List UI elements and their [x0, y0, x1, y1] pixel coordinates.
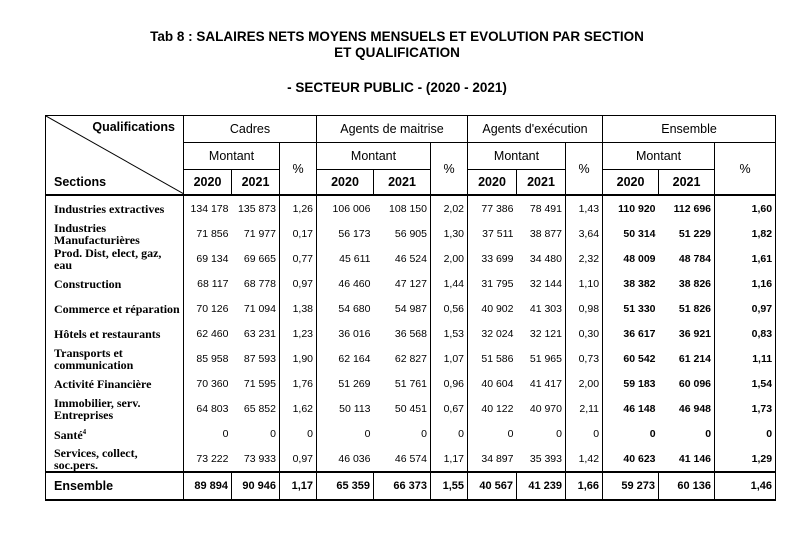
amount-cell-maitrise: 46 460: [317, 271, 374, 296]
amount-cell-execution: 32 024: [468, 321, 517, 346]
section-label: Transports et communication: [54, 346, 134, 371]
amount-cell-execution: 33 699: [468, 246, 517, 271]
percent-cell-maitrise: 0,96: [431, 371, 468, 396]
amount-cell-execution: 32 121: [517, 321, 566, 346]
section-name: [46, 472, 184, 500]
amount-cell-ensemble: 60 096: [659, 371, 715, 396]
amount-cell-ensemble: 38 382: [603, 271, 659, 296]
amount-cell-execution: 77 386: [468, 195, 517, 221]
qualifications-label: Qualifications: [92, 120, 175, 134]
amount-cell-execution: 40 567: [468, 472, 517, 500]
amount-cell-ensemble: 112 696: [659, 195, 715, 221]
total-row: [46, 472, 776, 500]
percent-cell-execution: 0,30: [566, 321, 603, 346]
percent-header: %: [280, 143, 317, 196]
amount-cell-maitrise: 0: [317, 421, 374, 446]
section-name: [46, 371, 184, 396]
group-header-cadres: Cadres: [184, 116, 317, 143]
amount-cell-cadres: 0: [184, 421, 232, 446]
table-row: [46, 296, 776, 321]
amount-cell-maitrise: 106 006: [317, 195, 374, 221]
amount-cell-execution: 41 417: [517, 371, 566, 396]
montant-header: Montant: [468, 143, 566, 170]
percent-cell-maitrise: 1,53: [431, 321, 468, 346]
amount-cell-ensemble: 60 542: [603, 346, 659, 371]
percent-cell-cadres: 1,38: [280, 296, 317, 321]
year-header: 2021: [517, 170, 566, 196]
percent-cell-execution: 3,64: [566, 221, 603, 246]
section-label: Commerce et réparation: [54, 301, 180, 316]
amount-cell-maitrise: 54 987: [374, 296, 431, 321]
table-row: [46, 246, 776, 271]
montant-header: Montant: [603, 143, 715, 170]
amount-cell-cadres: 73 933: [232, 446, 280, 472]
table-row: [46, 195, 776, 221]
amount-cell-execution: 51 965: [517, 346, 566, 371]
year-header: 2021: [232, 170, 280, 196]
amount-cell-execution: 41 303: [517, 296, 566, 321]
amount-cell-ensemble: 36 617: [603, 321, 659, 346]
percent-cell-cadres: 0,77: [280, 246, 317, 271]
amount-cell-execution: 0: [517, 421, 566, 446]
percent-cell-execution: 1,66: [566, 472, 603, 500]
amount-cell-ensemble: 38 826: [659, 271, 715, 296]
section-label: Santé: [54, 428, 83, 442]
table-row: [46, 271, 776, 296]
percent-cell-maitrise: 1,07: [431, 346, 468, 371]
amount-cell-execution: 41 239: [517, 472, 566, 500]
corner-header: [46, 116, 184, 196]
percent-cell-cadres: 0: [280, 421, 317, 446]
amount-cell-cadres: 68 117: [184, 271, 232, 296]
section-label: Construction: [54, 276, 122, 291]
percent-cell-maitrise: 2,02: [431, 195, 468, 221]
section-label: Services, collect, soc.pers.: [54, 446, 138, 472]
amount-cell-execution: 78 491: [517, 195, 566, 221]
percent-cell-execution: 0,73: [566, 346, 603, 371]
amount-cell-cadres: 64 803: [184, 396, 232, 421]
amount-cell-ensemble: 51 826: [659, 296, 715, 321]
section-name: [46, 296, 184, 321]
table-row: [46, 321, 776, 346]
amount-cell-cadres: 0: [232, 421, 280, 446]
amount-cell-cadres: 73 222: [184, 446, 232, 472]
amount-cell-maitrise: 62 827: [374, 346, 431, 371]
sections-label: Sections: [54, 175, 107, 189]
percent-cell-ensemble: 0,83: [715, 321, 776, 346]
percent-cell-maitrise: 0,56: [431, 296, 468, 321]
amount-cell-maitrise: 56 173: [317, 221, 374, 246]
table-title: Tab 8 : SALAIRES NETS MOYENS MENSUELS ET EVOLUTION PAR SECTION: [150, 29, 644, 44]
percent-cell-maitrise: 2,00: [431, 246, 468, 271]
amount-cell-maitrise: 66 373: [374, 472, 431, 500]
section-name: [46, 271, 184, 296]
section-name: [46, 446, 184, 472]
amount-cell-ensemble: 59 183: [603, 371, 659, 396]
section-label: Prod. Dist, elect, gaz, eau: [54, 246, 162, 271]
amount-cell-maitrise: 36 016: [317, 321, 374, 346]
percent-cell-maitrise: 1,30: [431, 221, 468, 246]
amount-cell-ensemble: 60 136: [659, 472, 715, 500]
amount-cell-ensemble: 51 330: [603, 296, 659, 321]
amount-cell-ensemble: 41 146: [659, 446, 715, 472]
percent-cell-cadres: 0,97: [280, 446, 317, 472]
section-name: [46, 246, 184, 271]
group-header-maitrise: Agents de maitrise: [317, 116, 468, 143]
percent-header: %: [566, 143, 603, 196]
group-header-ensemble: Ensemble: [603, 116, 776, 143]
amount-cell-ensemble: 46 948: [659, 396, 715, 421]
percent-cell-ensemble: 1,54: [715, 371, 776, 396]
amount-cell-cadres: 135 873: [232, 195, 280, 221]
amount-cell-ensemble: 59 273: [603, 472, 659, 500]
amount-cell-ensemble: 0: [603, 421, 659, 446]
montant-header: Montant: [184, 143, 280, 170]
amount-cell-maitrise: 46 036: [317, 446, 374, 472]
amount-cell-ensemble: 48 784: [659, 246, 715, 271]
amount-cell-maitrise: 45 611: [317, 246, 374, 271]
amount-cell-maitrise: 65 359: [317, 472, 374, 500]
percent-cell-cadres: 1,17: [280, 472, 317, 500]
percent-cell-cadres: 1,90: [280, 346, 317, 371]
percent-cell-ensemble: 1,60: [715, 195, 776, 221]
amount-cell-maitrise: 36 568: [374, 321, 431, 346]
percent-cell-maitrise: 1,55: [431, 472, 468, 500]
amount-cell-execution: 32 144: [517, 271, 566, 296]
amount-cell-execution: 40 970: [517, 396, 566, 421]
percent-cell-cadres: 1,23: [280, 321, 317, 346]
amount-cell-cadres: 69 665: [232, 246, 280, 271]
amount-cell-ensemble: 110 920: [603, 195, 659, 221]
table-row: [46, 421, 776, 446]
amount-cell-ensemble: 36 921: [659, 321, 715, 346]
amount-cell-cadres: 90 946: [232, 472, 280, 500]
percent-header: %: [715, 143, 776, 196]
amount-cell-maitrise: 50 113: [317, 396, 374, 421]
percent-cell-execution: 2,32: [566, 246, 603, 271]
table-subtitle: - SECTEUR PUBLIC - (2020 - 2021): [287, 80, 507, 95]
percent-cell-cadres: 0,17: [280, 221, 317, 246]
percent-cell-execution: 2,11: [566, 396, 603, 421]
amount-cell-maitrise: 108 150: [374, 195, 431, 221]
amount-cell-execution: 38 877: [517, 221, 566, 246]
amount-cell-execution: 35 393: [517, 446, 566, 472]
percent-cell-execution: 0: [566, 421, 603, 446]
percent-cell-cadres: 1,62: [280, 396, 317, 421]
table-body: [46, 195, 776, 500]
amount-cell-execution: 40 604: [468, 371, 517, 396]
percent-cell-ensemble: 1,16: [715, 271, 776, 296]
amount-cell-maitrise: 56 905: [374, 221, 431, 246]
section-label: Hôtels et restaurants: [54, 326, 161, 341]
amount-cell-ensemble: 51 229: [659, 221, 715, 246]
section-name: [46, 421, 184, 446]
table-title-line2: ET QUALIFICATION: [334, 45, 460, 60]
section-label: Industries Manufacturières: [54, 221, 140, 246]
amount-cell-cadres: 89 894: [184, 472, 232, 500]
percent-header: %: [431, 143, 468, 196]
table-row: [46, 446, 776, 472]
amount-cell-cadres: 71 977: [232, 221, 280, 246]
percent-cell-execution: 1,43: [566, 195, 603, 221]
amount-cell-cadres: 70 360: [184, 371, 232, 396]
group-header-execution: Agents d'exécution: [468, 116, 603, 143]
section-name: [46, 396, 184, 421]
percent-cell-ensemble: 1,73: [715, 396, 776, 421]
amount-cell-cadres: 65 852: [232, 396, 280, 421]
amount-cell-cadres: 71 856: [184, 221, 232, 246]
percent-cell-execution: 2,00: [566, 371, 603, 396]
table-row: [46, 396, 776, 421]
percent-cell-ensemble: 1,46: [715, 472, 776, 500]
amount-cell-cadres: 62 460: [184, 321, 232, 346]
amount-cell-cadres: 71 094: [232, 296, 280, 321]
section-label: Ensemble: [54, 479, 114, 493]
amount-cell-maitrise: 47 127: [374, 271, 431, 296]
amount-cell-ensemble: 50 314: [603, 221, 659, 246]
header-row-groups: [46, 116, 776, 143]
percent-cell-execution: 0,98: [566, 296, 603, 321]
amount-cell-ensemble: 40 623: [603, 446, 659, 472]
table-row: [46, 371, 776, 396]
year-header: 2021: [659, 170, 715, 196]
percent-cell-ensemble: 1,61: [715, 246, 776, 271]
percent-cell-execution: 1,42: [566, 446, 603, 472]
amount-cell-cadres: 70 126: [184, 296, 232, 321]
amount-cell-maitrise: 54 680: [317, 296, 374, 321]
amount-cell-ensemble: 46 148: [603, 396, 659, 421]
percent-cell-maitrise: 1,44: [431, 271, 468, 296]
amount-cell-maitrise: 0: [374, 421, 431, 446]
percent-cell-maitrise: 0,67: [431, 396, 468, 421]
year-header: 2020: [184, 170, 232, 196]
amount-cell-maitrise: 50 451: [374, 396, 431, 421]
section-label: Immobilier, serv. Entreprises: [54, 396, 141, 421]
year-header: 2020: [468, 170, 517, 196]
percent-cell-ensemble: 1,11: [715, 346, 776, 371]
percent-cell-execution: 1,10: [566, 271, 603, 296]
amount-cell-maitrise: 46 524: [374, 246, 431, 271]
amount-cell-execution: 51 586: [468, 346, 517, 371]
amount-cell-execution: 34 480: [517, 246, 566, 271]
amount-cell-maitrise: 51 761: [374, 371, 431, 396]
section-name: [46, 195, 184, 221]
section-name: [46, 346, 184, 371]
amount-cell-execution: 40 122: [468, 396, 517, 421]
amount-cell-execution: 40 902: [468, 296, 517, 321]
year-header: 2020: [317, 170, 374, 196]
amount-cell-cadres: 134 178: [184, 195, 232, 221]
amount-cell-ensemble: 48 009: [603, 246, 659, 271]
amount-cell-execution: 0: [468, 421, 517, 446]
amount-cell-cadres: 69 134: [184, 246, 232, 271]
section-label: Industries extractives: [54, 201, 165, 216]
amount-cell-cadres: 68 778: [232, 271, 280, 296]
salary-table: [45, 115, 776, 501]
amount-cell-maitrise: 46 574: [374, 446, 431, 472]
section-name: [46, 321, 184, 346]
amount-cell-cadres: 87 593: [232, 346, 280, 371]
montant-header: Montant: [317, 143, 431, 170]
percent-cell-ensemble: 1,29: [715, 446, 776, 472]
percent-cell-cadres: 0,97: [280, 271, 317, 296]
percent-cell-maitrise: 1,17: [431, 446, 468, 472]
amount-cell-ensemble: 0: [659, 421, 715, 446]
percent-cell-ensemble: 1,82: [715, 221, 776, 246]
table-row: [46, 346, 776, 371]
year-header: 2021: [374, 170, 431, 196]
amount-cell-execution: 37 511: [468, 221, 517, 246]
amount-cell-ensemble: 61 214: [659, 346, 715, 371]
percent-cell-maitrise: 0: [431, 421, 468, 446]
section-label: Activité Financière: [54, 376, 152, 391]
amount-cell-cadres: 71 595: [232, 371, 280, 396]
amount-cell-execution: 34 897: [468, 446, 517, 472]
percent-cell-ensemble: 0,97: [715, 296, 776, 321]
percent-cell-cadres: 1,26: [280, 195, 317, 221]
amount-cell-cadres: 63 231: [232, 321, 280, 346]
amount-cell-maitrise: 51 269: [317, 371, 374, 396]
percent-cell-cadres: 1,76: [280, 371, 317, 396]
percent-cell-ensemble: 0: [715, 421, 776, 446]
amount-cell-cadres: 85 958: [184, 346, 232, 371]
footnote-marker: 4: [82, 428, 87, 436]
amount-cell-maitrise: 62 164: [317, 346, 374, 371]
table-row: [46, 221, 776, 246]
section-name: [46, 221, 184, 246]
amount-cell-execution: 31 795: [468, 271, 517, 296]
year-header: 2020: [603, 170, 659, 196]
